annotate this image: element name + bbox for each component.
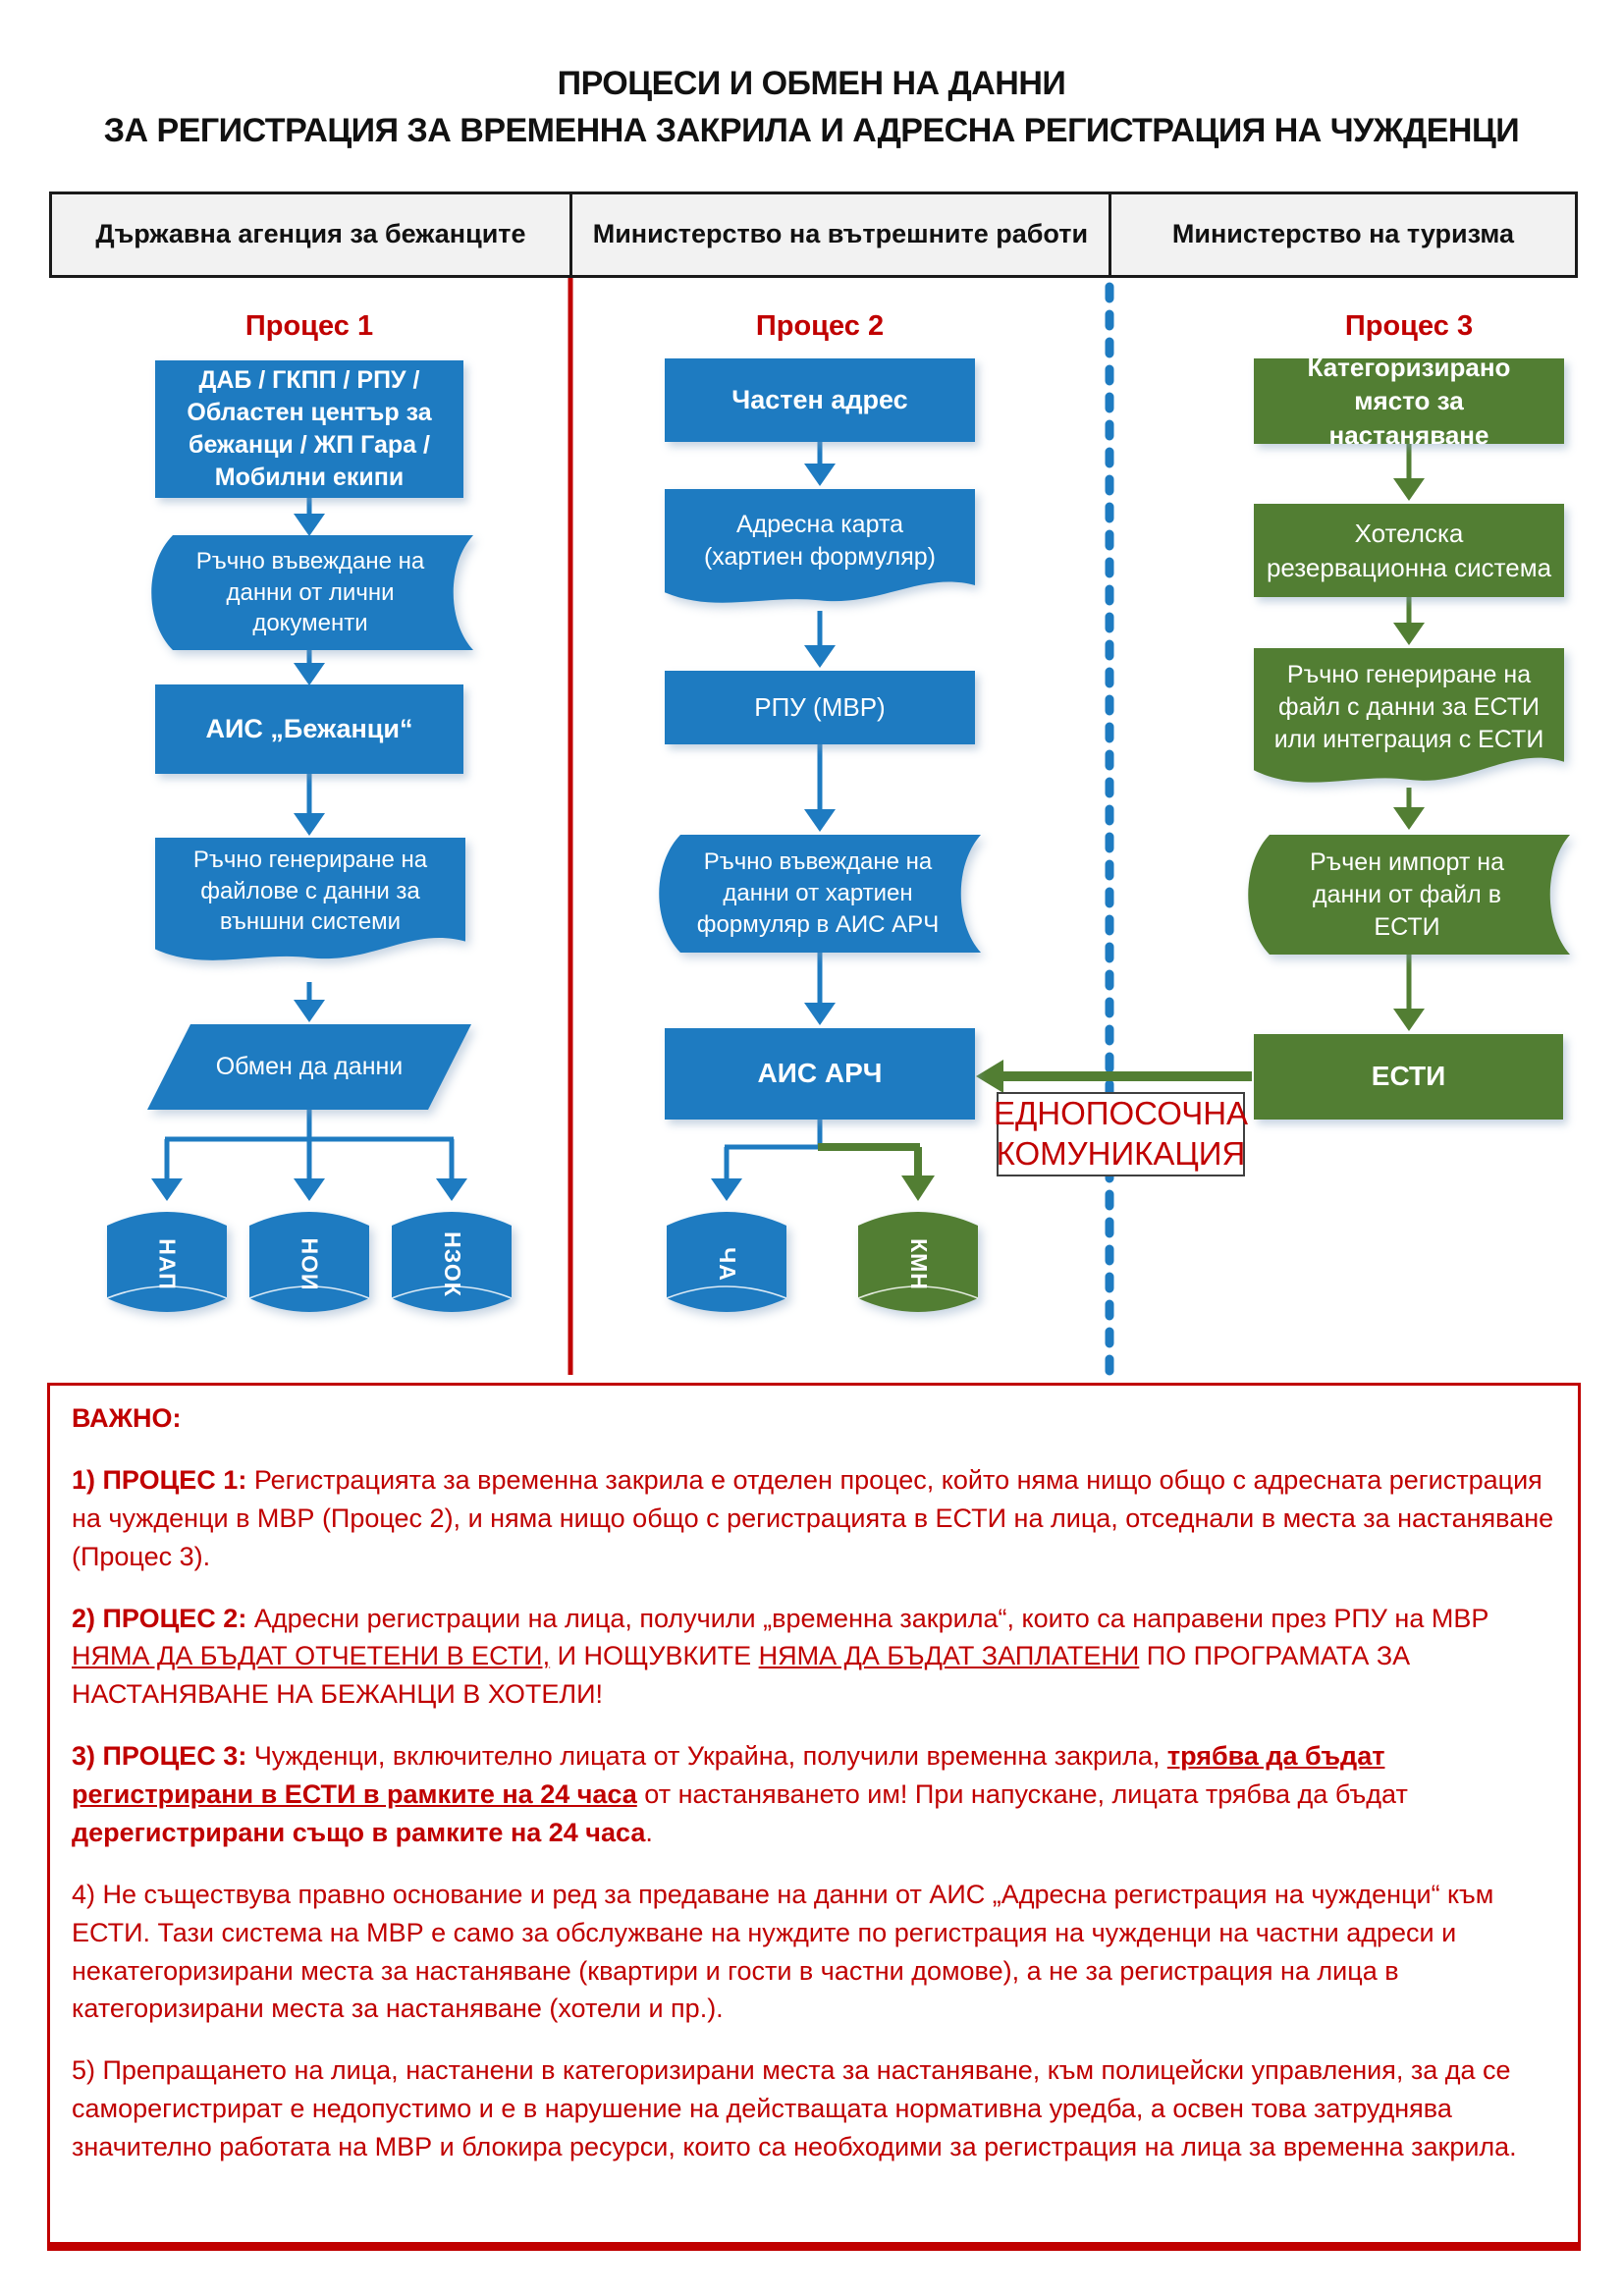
node-p2-manual-entry-arch-text: Ръчно въвеждане на данни от хартиен формуляр в АИС АРЧ [696, 848, 940, 938]
lane-header-tourism-ministry: Министерство на туризма [1171, 219, 1514, 249]
note3-body-2: от настаняването им! При напускане, лицата трябва да бъдат [636, 1779, 1408, 1809]
node-p1-ais-refugees-text: АИС „Бежанци“ [205, 713, 413, 743]
page-title-line2: ЗА РЕГИСТРАЦИЯ ЗА ВРЕМЕННА ЗАКРИЛА И АДРЕСНА РЕГИСТРАЦИЯ НА ЧУЖДЕНЦИ [103, 111, 1520, 149]
note3-bold-underlined: трябва да бъдат регистрирани в ЕСТИ в рамките на 24 часа [72, 1741, 1385, 1809]
note1-head: 1) ПРОЦЕС 1: [72, 1464, 247, 1495]
node-p3-file-generation-esti-text: Ръчно генериране на файл с данни за ЕСТИ или интеграция с ЕСТИ [1273, 660, 1544, 753]
db-nzok-text: НЗОК [439, 1230, 465, 1297]
note2-underlined-1: НЯМА ДА БЪДАТ ОТЧЕТЕНИ В ЕСТИ, [72, 1641, 551, 1671]
node-p2-address-card-text: Адресна карта (хартиен формуляр) [703, 510, 937, 571]
node-p1-sources [155, 360, 463, 498]
note2-head: 2) ПРОЦЕС 2: [72, 1603, 247, 1633]
node-p2-private-address [665, 358, 975, 442]
node-p1-data-exchange [147, 1024, 471, 1110]
db-cha [667, 1206, 786, 1322]
note-process1 [72, 1461, 1556, 1576]
node-p2-manual-entry-arch [657, 835, 981, 953]
page-title-line1: ПРОЦЕСИ И ОБМЕН НА ДАННИ [557, 65, 1066, 102]
node-p2-address-card [665, 489, 975, 614]
note2-underlined-2: НЯМА ДА БЪДАТ ЗАПЛАТЕНИ [758, 1641, 1140, 1671]
note2-body-1: Адресни регистрации на лица, получили „временна закрила“, които са направени през РПУ на МВР [246, 1603, 1489, 1633]
node-p3-esti [1254, 1034, 1563, 1120]
db-noi-text: НОИ [297, 1236, 323, 1291]
note2-body-3: ПО ПРОГРАМАТА ЗА НАСТАНЯВАНЕ НА БЕЖАНЦИ В ХОТЕЛИ! [72, 1641, 1411, 1710]
note-4 [72, 1876, 1556, 2029]
process2-label: Процес 2 [755, 310, 885, 342]
node-p1-file-generation-text: Ръчно генериране на файлове с данни за външни системи [192, 846, 428, 936]
node-p1-file-generation [155, 838, 465, 972]
process3-label: Процес 3 [1344, 310, 1474, 342]
node-p1-data-exchange-text: Обмен да данни [215, 1053, 404, 1080]
node-p1-manual-entry-text: Ръчно въвеждане на данни от лични документи [195, 547, 425, 637]
note2-body-2: И НОЩУВКИТЕ [550, 1641, 759, 1671]
node-p2-ais-arch [665, 1028, 975, 1120]
node-p3-hotel-system [1254, 504, 1564, 597]
note-process2 [72, 1600, 1556, 1715]
note3-bold: дерегистрирани също в рамките на 24 часа [72, 1817, 646, 1847]
node-p3-manual-import-esti-text: Ръчен импорт на данни от файл в ЕСТИ [1309, 847, 1505, 941]
note4-body: 4) Не съществува правно основание и ред за предаване на данни от АИС „Адресна регистрация на чужденци“ към ЕСТИ. Тази система на МВР е само за обслужване на нуждите по регистрация на чужденци на частни адреси и некатегоризирани места за настаняване (квартири и гости в частни домове), а не за регистрация на лица в категоризирани места за настаняване (хотели и пр.). [72, 1879, 1494, 2024]
db-cha-text: ЧА [714, 1246, 740, 1282]
process2-green-branch [818, 1147, 935, 1201]
note3-head: 3) ПРОЦЕС 3: [72, 1741, 247, 1772]
db-nzok [392, 1206, 512, 1322]
db-nap-text: НАП [154, 1237, 181, 1290]
note3-body-3: . [645, 1817, 653, 1847]
node-p3-file-generation-esti [1254, 648, 1564, 795]
node-p2-rpu-mvr [665, 671, 975, 744]
note3-body-1: Чужденци, включително лицата от Украйна, получили временна закрила, [246, 1741, 1167, 1772]
node-p3-hotel-system-text: Хотелска резервационна система [1266, 519, 1552, 582]
node-p3-categorized-place [1254, 353, 1564, 450]
note5-body: 5) Препращането на лица, настанени в категоризирани места за настаняване, към полицейски управления, за да се саморегистрират е недопустимо и е в нарушение на действащата нормативна уредба, а освен това затруднява значително работата на МВР и блокира ресурси, които са необходими за регистрация на лица за временна закрила. [72, 2055, 1517, 2161]
lane-header-interior-ministry: Министерство на вътрешните работи [572, 194, 1111, 275]
process1-label: Процес 1 [244, 310, 374, 342]
note1-body: Регистрацията за временна закрила е отделен процес, който няма нищо общо с адресната регистрация на чужденци в МВР (Процес 2), и няма нищо общо с регистрацията в ЕСТИ на лица, отседнали в места за настаняване (Процес 3). [72, 1464, 1554, 1571]
node-p3-categorized-place-text: Категоризирано място за настаняване [1307, 353, 1511, 450]
one-way-communication-label: ЕДНОПОСОЧНА КОМУНИКАЦИЯ [997, 1092, 1245, 1176]
node-p3-esti-text: ЕСТИ [1371, 1061, 1446, 1092]
note-process3 [72, 1737, 1556, 1852]
important-notes-box [47, 1383, 1581, 2251]
db-kmn-text: КМН [905, 1237, 932, 1290]
node-p1-ais-refugees [155, 684, 463, 774]
node-p1-sources-text: ДАБ / ГКПП / РПУ / Областен център за бежанци / ЖП Гара / Мобилни екипи [187, 366, 432, 491]
notes-heading-text: ВАЖНО: [72, 1403, 182, 1433]
node-p2-private-address-text: Частен адрес [731, 384, 908, 414]
note-5 [72, 2051, 1556, 2166]
db-nap [107, 1206, 227, 1322]
db-noi [249, 1206, 369, 1322]
db-kmn [858, 1206, 978, 1322]
node-p2-ais-arch-text: АИС АРЧ [757, 1058, 883, 1089]
lane-header-refugee-agency: Държавна агенция за бежанците [52, 194, 572, 275]
node-p1-manual-entry [149, 535, 473, 650]
notes-heading [72, 1399, 1556, 1438]
node-p2-rpu-mvr-text: РПУ (МВР) [754, 692, 886, 723]
node-p3-manual-import-esti [1246, 835, 1570, 955]
